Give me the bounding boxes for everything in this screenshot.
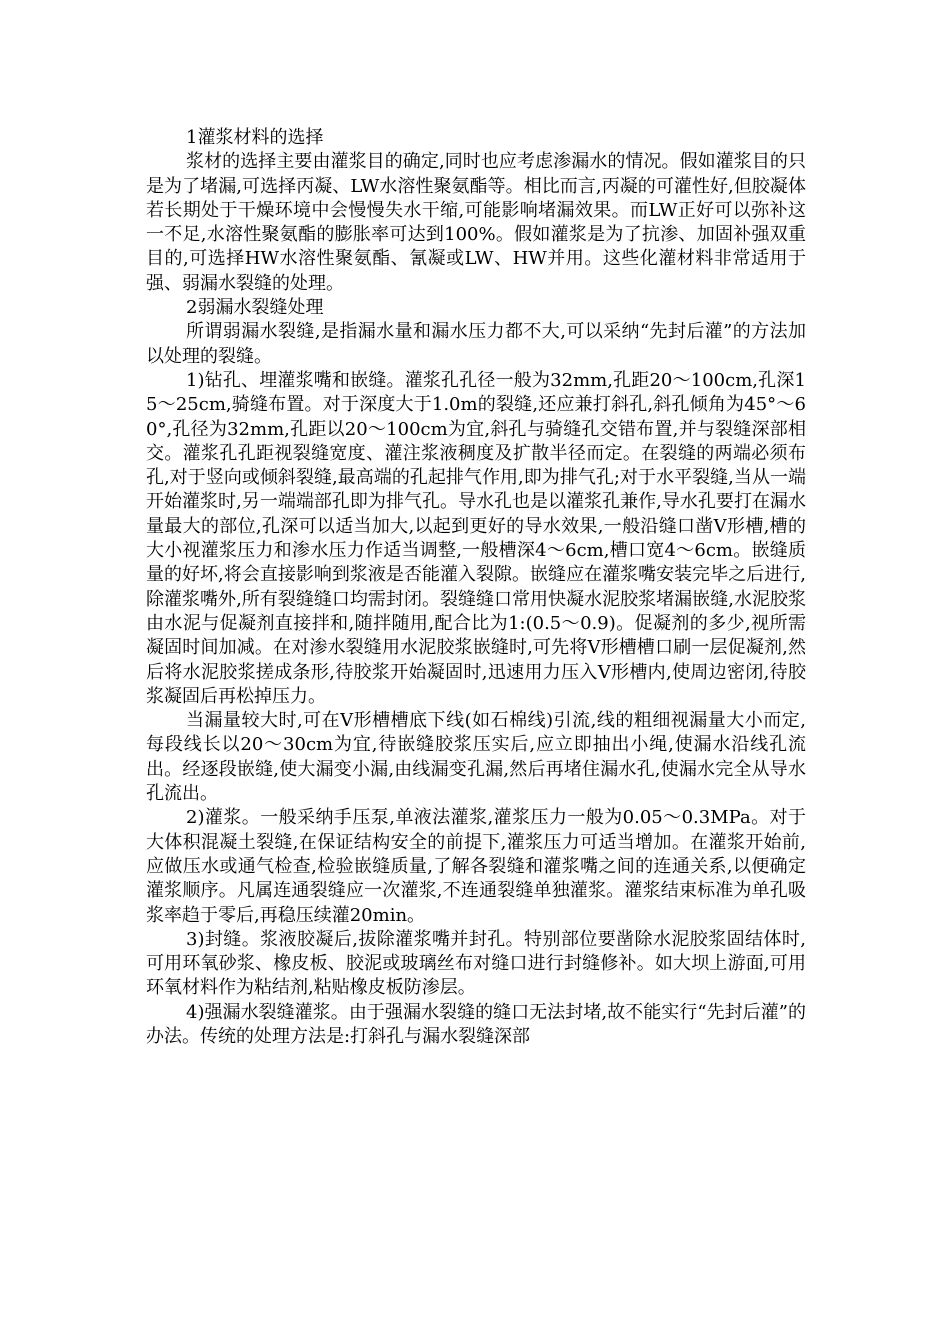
body-paragraph: 3)封缝。浆液胶凝后,拔除灌浆嘴并封孔。特别部位要凿除水泥胶浆固结体时,可用环氧砂浆、橡皮板、胶泥或玻璃丝布对缝口进行封缝修补。如大坝上游面,可用环氧材料作为粘结剂,粘贴橡皮板防渗层。 [146, 928, 806, 999]
body-paragraph: 所谓弱漏水裂缝,是指漏水量和漏水压力都不大,可以采纳“先封后灌”的方法加以处理的裂缝。 [146, 321, 806, 367]
body-paragraph: 浆材的选择主要由灌浆目的确定,同时也应考虑渗漏水的情况。假如灌浆目的只是为了堵漏,可选择丙凝、LW水溶性聚氨酯等。相比而言,丙凝的可灌性好,但胶凝体若长期处于干燥环境中会慢慢失水干缩,可能影响堵漏效果。而LW正好可以弥补这一不足,水溶性聚氨酯的膨胀率可达到100%。假如灌浆是为了抗渗、加固补强双重目的,可选择HW水溶性聚氨酯、氰凝或LW、HW并用。这些化灌材料非常适用于强、弱漏水裂缝的处理。 [146, 151, 806, 294]
body-paragraph: 4)强漏水裂缝灌浆。由于强漏水裂缝的缝口无法封堵,故不能实行“先封后灌”的办法。传统的处理方法是:打斜孔与漏水裂缝深部 [146, 1001, 806, 1047]
section-heading-2: 2弱漏水裂缝处理 [186, 297, 324, 319]
body-paragraph: 当漏量较大时,可在V形槽槽底下线(如石棉线)引流,线的粗细视漏量大小而定,每段线长以20～30cm为宜,待嵌缝胶浆压实后,应立即抽出小绳,使漏水沿线孔流出。经逐段嵌缝,使大漏变小漏,由线漏变孔漏,然后再堵住漏水孔,使漏水完全从导水孔流出。 [146, 710, 806, 805]
document-page [146, 126, 806, 1326]
body-paragraph: 1)钻孔、埋灌浆嘴和嵌缝。灌浆孔孔径一般为32mm,孔距20～100cm,孔深15～25cm,骑缝布置。对于深度大于1.0m的裂缝,还应兼打斜孔,斜孔倾角为45°～60°,孔径为32mm,孔距以20～100cm为宜,斜孔与骑缝孔交错布置,并与裂缝深部相交。灌浆孔孔距视裂缝宽度、灌注浆液稠度及扩散半径而定。在裂缝的两端必须布孔,对于竖向或倾斜裂缝,最高端的孔起排气作用,即为排气孔;对于水平裂缝,当从一端开始灌浆时,另一端端部孔即为排气孔。导水孔也是以灌浆孔兼作,导水孔要打在漏水量最大的部位,孔深可以适当加大,以起到更好的导水效果,一般沿缝口凿V形槽,槽的大小视灌浆压力和渗水压力作适当调整,一般槽深4～6cm,槽口宽4～6cm。嵌缝质量的好坏,将会直接影响到浆液是否能灌入裂隙。嵌缝应在灌浆嘴安装完毕之后进行,除灌浆嘴外,所有裂缝缝口均需封闭。裂缝缝口常用快凝水泥胶浆堵漏嵌缝,水泥胶浆由水泥与促凝剂直接拌和,随拌随用,配合比为1:(0.5～0.9)。促凝剂的多少,视所需凝固时间加减。在对渗水裂缝用水泥胶浆嵌缝时,可先将V形槽槽口刷一层促凝剂,然后将水泥胶浆搓成条形,待胶浆开始凝固时,迅速用力压入V形槽内,使周边密闭,待胶浆凝固后再松掉压力。 [146, 369, 806, 707]
body-paragraph: 2)灌浆。一般采纳手压泵,单液法灌浆,灌浆压力一般为0.05～0.3MPa。对于大体积混凝土裂缝,在保证结构安全的前提下,灌浆压力可适当增加。在灌浆开始前,应做压水或通气检查,检验嵌缝质量,了解各裂缝和灌浆嘴之间的连通关系,以便确定灌浆顺序。凡属连通裂缝应一次灌浆,不连通裂缝单独灌浆。灌浆结束标准为单孔吸浆率趋于零后,再稳压续灌20min。 [146, 807, 806, 926]
section-heading-1: 1灌浆材料的选择 [186, 127, 324, 148]
